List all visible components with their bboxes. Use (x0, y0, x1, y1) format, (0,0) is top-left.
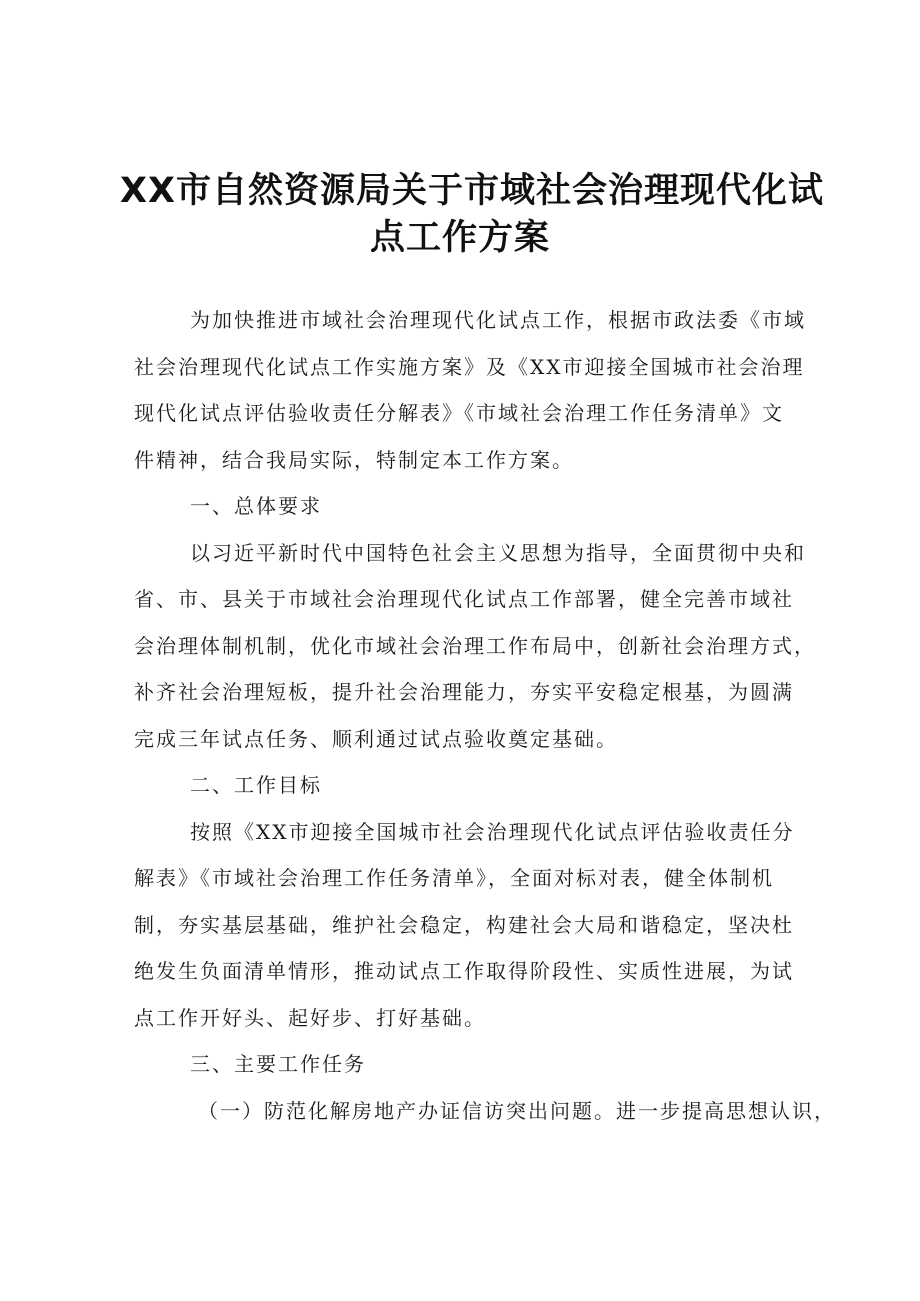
section-1-line: 完成三年试点任务、顺利通过试点验收奠定基础。 (134, 726, 618, 751)
intro-line: 现代化试点评估验收责任分解表》《市域社会治理工作任务清单》文 (134, 401, 784, 425)
section-2-line: 绝发生负面清单情形，推动试点工作取得阶段性、实质性进展，为试 (134, 959, 794, 983)
section-1-line: 补齐社会治理短板，提升社会治理能力，夯实平安稳定根基，为圆满 (134, 680, 794, 704)
intro-line: 为加快推进市域社会治理现代化试点工作，根据市政法委《市域 (190, 308, 806, 332)
section-1-heading: 一、总体要求 (190, 494, 322, 518)
section-2-heading: 二、工作目标 (190, 773, 322, 797)
section-2-line: 制，夯实基层基础，维护社会稳定，构建社会大局和谐稳定，坚决杜 (134, 912, 794, 937)
section-1-line: 会治理体制机制，优化市域社会治理工作布局中，创新社会治理方式， (134, 633, 816, 658)
section-2-line: 解表》《市域社会治理工作任务清单》，全面对标对表，健全体制机 (134, 866, 774, 890)
section-2-line: 按照《XX市迎接全国城市社会治理现代化试点评估验收责任分 (190, 819, 795, 844)
document-body (134, 297, 836, 1134)
section-2-line: 点工作开好头、起好步、打好基础。 (134, 1005, 486, 1030)
intro-line: 社会治理现代化试点工作实施方案》及《XX市迎接全国城市社会治理 (134, 354, 805, 379)
title-line-1: XX市自然资源局关于市域社会治理现代化试 (120, 171, 824, 211)
section-3-heading: 三、主要工作任务 (190, 1052, 366, 1076)
intro-line: 件精神，结合我局实际，特制定本工作方案。 (134, 447, 574, 472)
title-line-2: 点工作方案 (369, 217, 550, 258)
document-title (120, 168, 824, 261)
section-1-line: 省、市、县关于市域社会治理现代化试点工作部署，健全完善市域社 (134, 587, 794, 611)
section-3-line: （一）防范化解房地产办证信访突出问题。进一步提高思想认识， (198, 1098, 836, 1123)
section-1-line: 以习近平新时代中国特色社会主义思想为指导，全面贯彻中央和 (190, 540, 806, 565)
